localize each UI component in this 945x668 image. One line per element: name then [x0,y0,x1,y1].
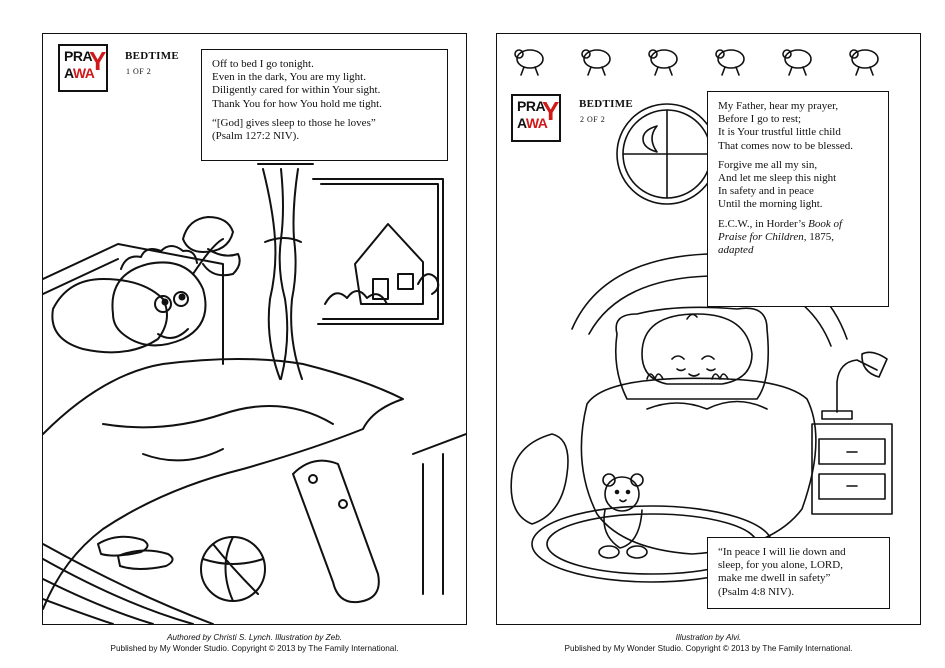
verse-textbox [707,537,890,609]
verse-line: “In peace I will lie down and [718,546,846,558]
poem-line: It is Your trustful little child [718,126,841,139]
verse-line: make me dwell in safety” [718,572,831,585]
poem-attribution: E.C.W., in Horder’s Book of Praise for Children, 1875, adapted [718,217,843,257]
verse-line: “[God] gives sleep to those he loves” [212,116,376,129]
part-label: 2 OF 2 [580,115,606,124]
poem-textbox [707,91,889,307]
poem-line: In safety and in peace [718,185,814,198]
poem-line: That comes now to be blessed. [718,139,854,152]
poem-line: Even in the dark, You are my light. [212,71,366,84]
verse-citation: (Psalm 4:8 NIV). [718,585,795,598]
poem-line: Thank You for how You hold me tight. [212,97,382,110]
poem-line: Forgive me all my sin, [718,158,818,171]
part-label: 1 OF 2 [126,67,152,76]
credit-text: Authored by Christi S. Lynch. Illustration by Zeb. [166,633,343,642]
poem-textbox [201,49,448,161]
credit-text: Illustration by Alvi. [675,633,742,642]
publisher-text: Published by My Wonder Studio. Copyright © 2013 by The Family International. [110,643,399,653]
verse-citation: (Psalm 127:2 NIV). [212,130,300,143]
poem-line: My Father, hear my prayer, [718,100,839,112]
poem-line: And let me sleep this night [718,172,837,185]
pray-away-logo: PRA Y AWA [58,44,108,92]
poem-line: Off to bed I go tonight. [212,58,314,70]
publisher-text: Published by My Wonder Studio. Copyright © 2013 by The Family International. [564,643,853,653]
coloring-page-right [496,33,921,625]
pray-away-logo: PRA Y AWA [511,94,561,142]
footer-right [496,633,921,654]
poem-line: Before I go to rest; [718,113,802,126]
sheep-border [515,50,878,75]
coloring-page-left [42,33,467,625]
page-title: BEDTIME [125,50,180,62]
poem-line: Until the morning light. [718,198,823,211]
footer-left [42,633,467,654]
poem-line: Diligently cared for within Your sight. [212,84,381,97]
verse-line: sleep, for you alone, LORD, [718,559,843,572]
page-title: BEDTIME [579,98,634,110]
